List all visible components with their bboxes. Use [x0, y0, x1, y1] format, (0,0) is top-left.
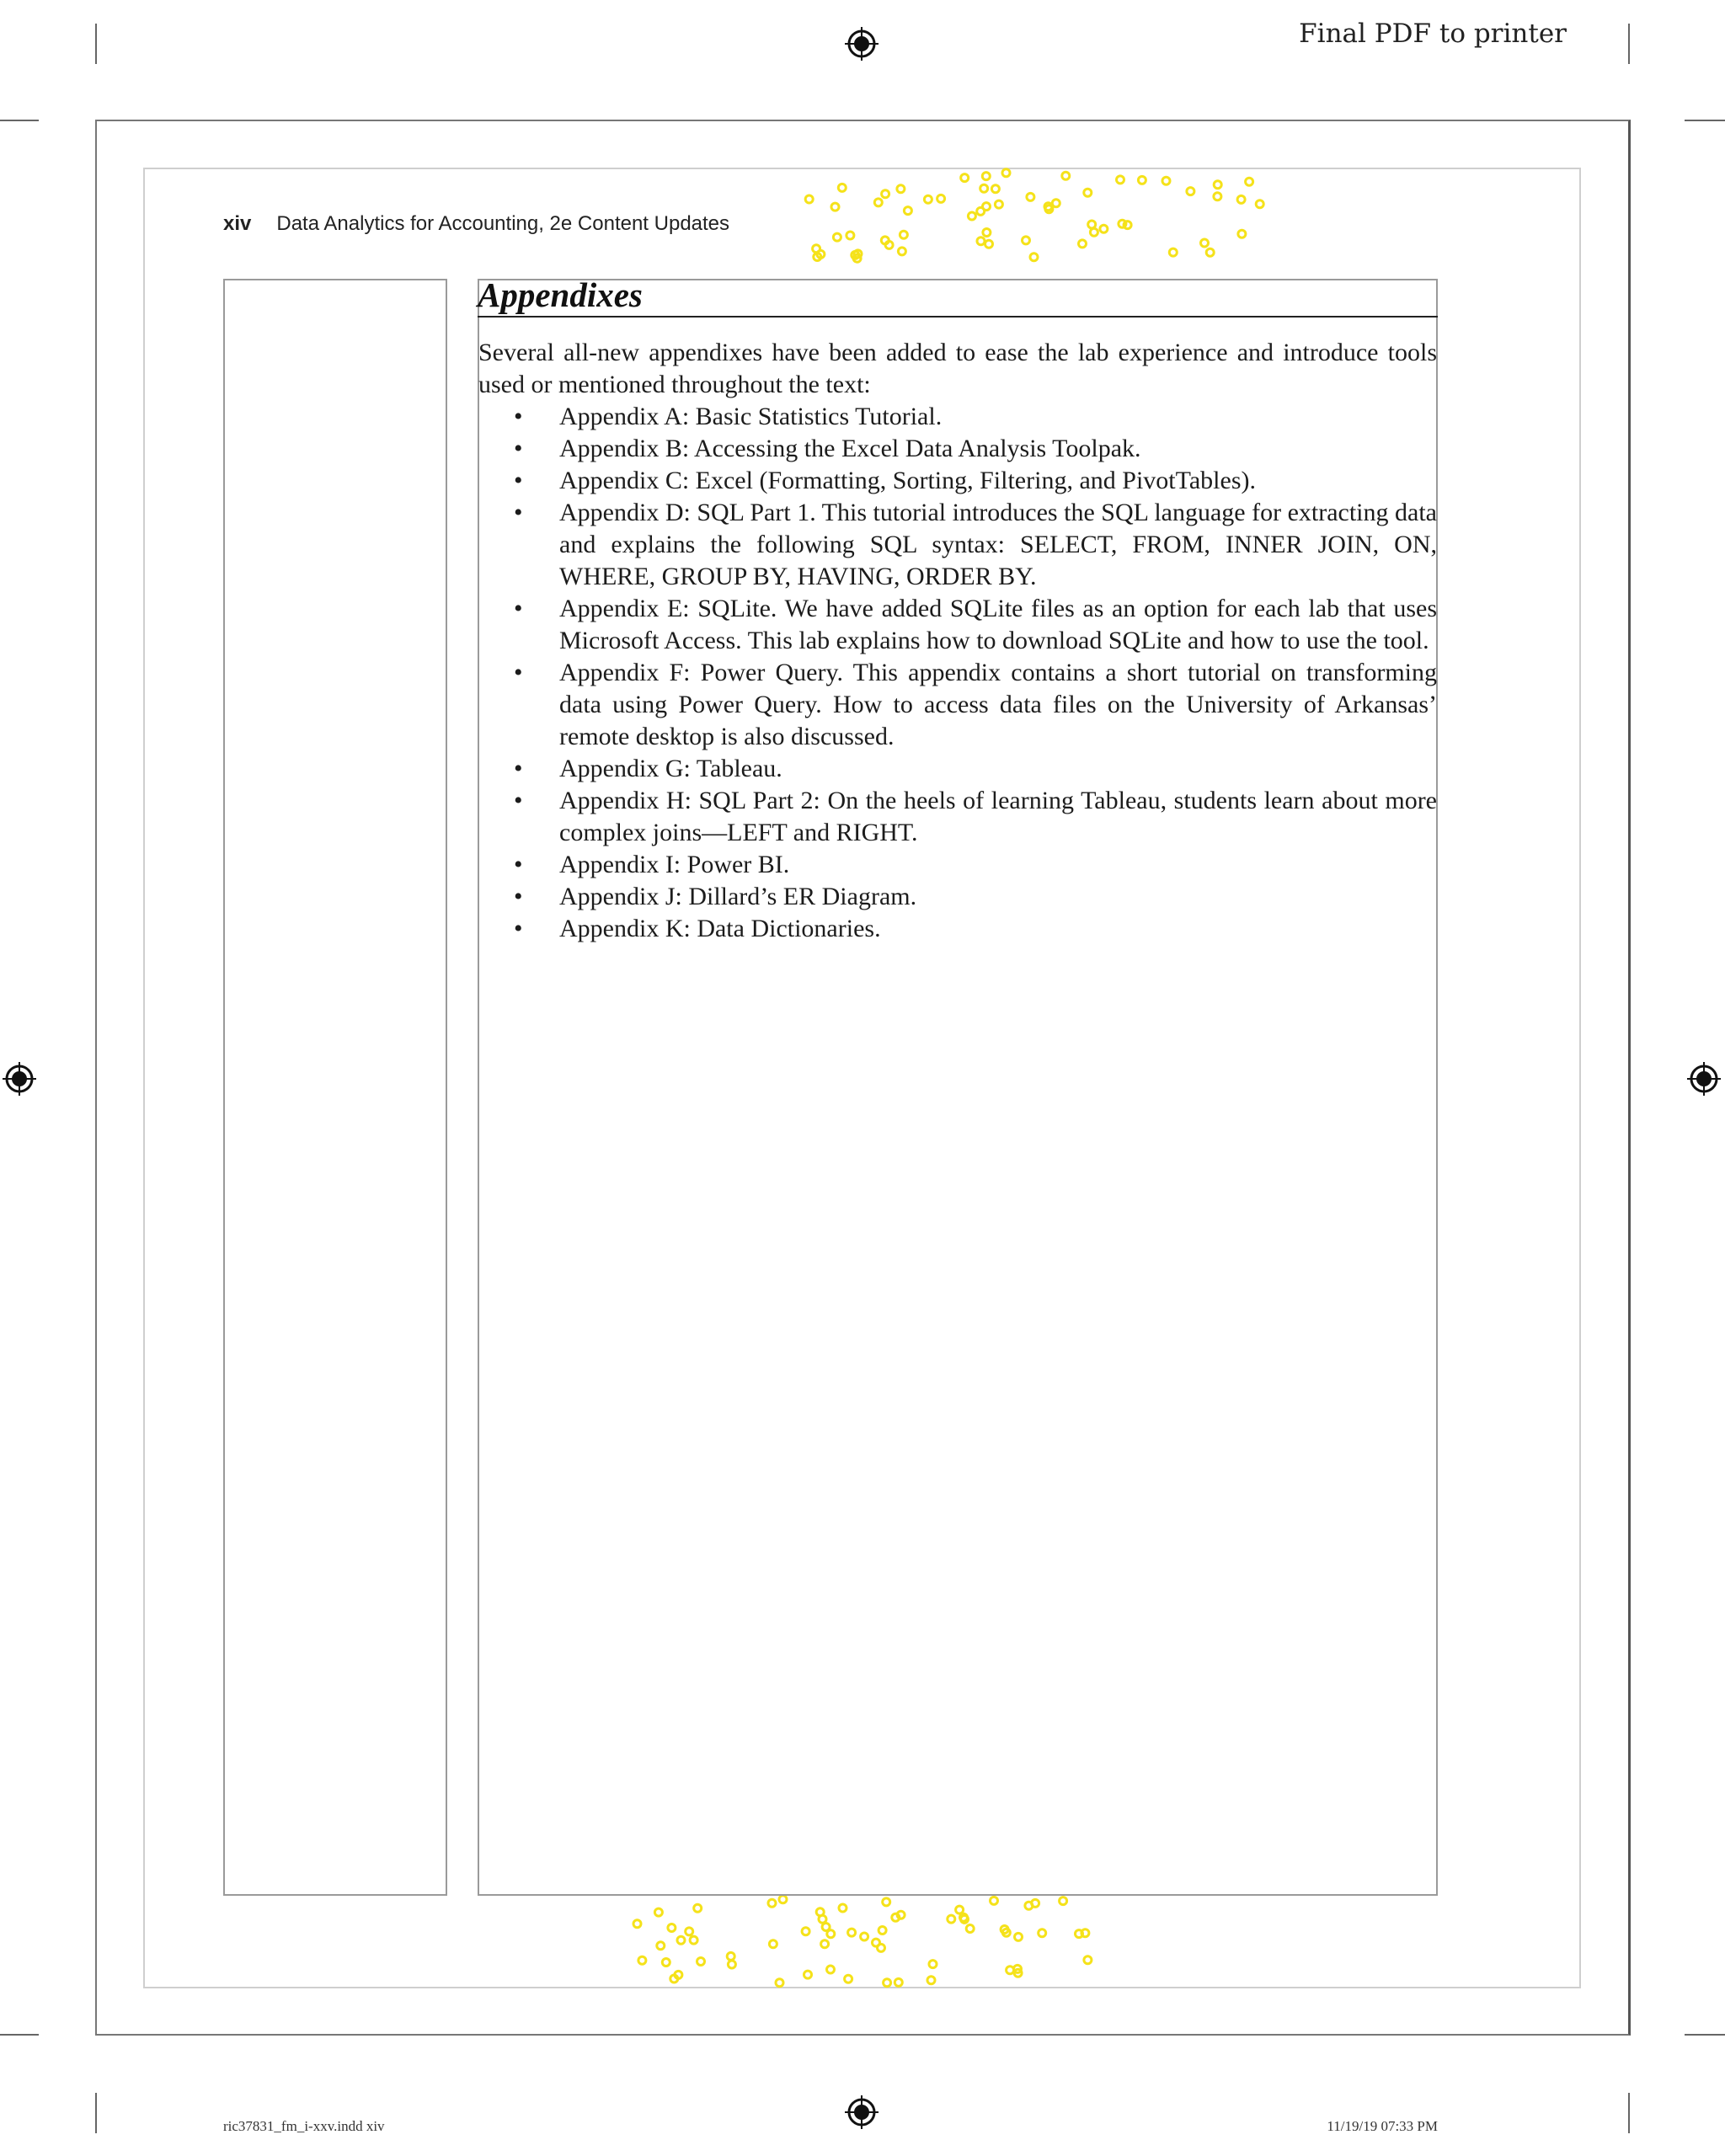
decorative-dot: [633, 1920, 641, 1928]
crop-mark: [1685, 2034, 1725, 2036]
dot-pattern-bottom: [628, 1893, 1099, 1988]
decorative-dot: [883, 1898, 890, 1906]
crop-mark: [1628, 24, 1630, 64]
page-folio: xiv: [223, 212, 252, 235]
decorative-dot: [769, 1940, 777, 1948]
registration-mark-icon: [845, 2095, 879, 2129]
slug-file-name: ric37831_fm_i-xxv.indd xiv: [223, 2118, 385, 2134]
crop-mark: [0, 120, 39, 121]
decorative-dot: [924, 195, 932, 203]
decorative-dot: [675, 1971, 682, 1978]
decorative-dot: [1256, 200, 1263, 208]
decorative-dot: [1032, 1899, 1039, 1907]
decorative-dot: [768, 1899, 776, 1907]
decorative-dot: [846, 232, 854, 239]
decorative-dot: [657, 1942, 665, 1950]
decorative-dot: [881, 237, 889, 244]
bullet-icon: •: [514, 659, 523, 686]
decorative-dot: [802, 1928, 809, 1935]
list-item: • Appendix D: SQL Part 1. This tutorial introduces the SQL language for extracting data and explains the following SQL syntax: SELECT, FROM, INNER JOIN, ON, WHERE, GROUP BY, HAVING, ORDER BY.: [514, 499, 1437, 590]
bullet-icon: •: [514, 883, 523, 910]
decorative-dot: [839, 1904, 846, 1912]
running-head-title: Data Analytics for Accounting, 2e Content Updates: [276, 212, 730, 235]
section-heading: Appendixes: [478, 275, 1438, 318]
decorative-dot: [822, 1924, 830, 1931]
decorative-dot: [654, 1908, 662, 1916]
decorative-dot: [728, 1961, 735, 1968]
list-item: • Appendix F: Power Query. This appendix contains a short tutorial on transforming data using Power Query. How to access data files on the University of Arkansas’ remote desktop is also discussed.: [514, 659, 1437, 750]
decorative-dot: [861, 1933, 868, 1940]
decorative-dot: [985, 240, 993, 248]
decorative-dot: [966, 1925, 974, 1933]
decorative-dot: [804, 1971, 812, 1978]
decorative-dot: [882, 190, 889, 198]
decorative-dot: [845, 1975, 852, 1983]
bullet-icon: •: [514, 435, 523, 462]
decorative-dot: [819, 1915, 826, 1923]
decorative-dot: [779, 1896, 787, 1903]
decorative-dot: [677, 1936, 685, 1944]
decorative-dot: [884, 1979, 891, 1987]
bullet-icon: •: [514, 787, 523, 814]
decorative-dot: [1206, 248, 1214, 256]
decorative-dot: [1138, 176, 1146, 184]
decorative-dot: [1039, 1929, 1046, 1937]
decorative-dot: [898, 248, 905, 255]
decorative-dot: [1238, 230, 1246, 237]
decorative-dot: [897, 185, 905, 193]
decorative-dot: [873, 1939, 880, 1946]
registration-mark-icon: [845, 27, 879, 61]
decorative-dot: [1119, 220, 1126, 227]
decorative-dot: [1052, 200, 1060, 207]
list-item: • Appendix H: SQL Part 2: On the heels of learning Tableau, students learn about more complex joins—LEFT and RIGHT.: [514, 787, 1437, 846]
decorative-dot: [1002, 169, 1010, 177]
decorative-dot: [848, 1929, 856, 1936]
decorative-dot: [694, 1904, 702, 1912]
decorative-dot: [1117, 176, 1124, 184]
decorative-dot: [937, 195, 945, 202]
decorative-dot: [897, 1911, 905, 1919]
body-text: [478, 337, 1437, 945]
decorative-dot: [960, 1913, 968, 1921]
decorative-dot: [1162, 177, 1170, 184]
registration-mark-icon: [3, 1062, 36, 1096]
bullet-icon: •: [514, 467, 523, 494]
decorative-dot: [991, 1897, 998, 1904]
decorative-dot: [904, 207, 911, 215]
decorative-dot: [1100, 225, 1108, 232]
decorative-dot: [831, 203, 839, 211]
crop-mark: [95, 2093, 97, 2133]
decorative-dot: [1015, 1933, 1023, 1940]
bullet-icon: •: [514, 403, 523, 430]
decorative-dot: [827, 1966, 835, 1973]
list-item: • Appendix B: Accessing the Excel Data Analysis Toolpak.: [478, 433, 1437, 465]
sidebar-frame: [223, 279, 447, 1896]
decorative-dot: [961, 174, 969, 182]
list-item: • Appendix K: Data Dictionaries.: [478, 913, 1437, 945]
decorative-dot: [690, 1936, 697, 1944]
decorative-dot: [805, 195, 813, 203]
decorative-dot: [821, 1940, 829, 1948]
crop-mark: [1685, 120, 1725, 121]
decorative-dot: [838, 184, 846, 191]
registration-mark-icon: [1687, 1062, 1721, 1096]
decorative-dot: [900, 231, 907, 238]
decorative-dot: [927, 1977, 935, 1984]
bullet-icon: •: [514, 915, 523, 942]
decorative-dot: [1084, 1956, 1092, 1964]
decorative-dot: [879, 1927, 886, 1935]
decorative-dot: [1187, 188, 1194, 195]
decorative-dot: [983, 203, 991, 211]
decorative-dot: [833, 233, 841, 241]
crop-mark: [95, 24, 97, 64]
decorative-dot: [1081, 1929, 1089, 1937]
dot-pattern-top: [796, 168, 1268, 264]
decorative-dot: [980, 184, 988, 192]
list-item: • Appendix G: Tableau.: [478, 753, 1437, 785]
decorative-dot: [776, 1979, 783, 1987]
list-item: • Appendix I: Power BI.: [478, 849, 1437, 881]
decorative-dot: [929, 1961, 937, 1968]
decorative-dot: [1007, 1967, 1014, 1974]
decorative-dot: [1084, 189, 1092, 196]
bullet-icon: •: [514, 499, 523, 526]
decorative-dot: [948, 1915, 955, 1923]
list-item: • Appendix A: Basic Statistics Tutorial.: [478, 401, 1437, 433]
list-item: • Appendix C: Excel (Formatting, Sorting, Filtering, and PivotTables).: [478, 465, 1437, 497]
decorative-dot: [1237, 195, 1245, 203]
decorative-dot: [991, 185, 999, 193]
crop-mark: [1628, 2093, 1630, 2133]
decorative-dot: [668, 1924, 676, 1932]
decorative-dot: [686, 1928, 693, 1935]
bullet-icon: •: [514, 851, 523, 878]
decorative-dot: [1030, 253, 1038, 261]
decorative-dot: [1169, 248, 1177, 256]
decorative-dot: [1062, 172, 1070, 179]
decorative-dot: [956, 1906, 964, 1913]
decorative-dot: [1214, 181, 1221, 189]
decorative-dot: [662, 1959, 670, 1967]
decorative-dot: [727, 1952, 734, 1960]
decorative-dot: [1023, 237, 1030, 244]
decorative-dot: [1079, 240, 1087, 248]
decorative-dot: [1214, 193, 1221, 200]
decorative-dot: [1027, 193, 1034, 200]
bullet-icon: •: [514, 755, 523, 782]
decorative-dot: [895, 1978, 902, 1986]
decorative-dot: [983, 229, 991, 237]
list-item: • Appendix E: SQLite. We have added SQLite files as an option for each lab that uses Microsoft Access. This lab explains how to download SQLite and how to use the tool.: [514, 595, 1437, 654]
decorative-dot: [1201, 239, 1209, 247]
intro-paragraph: Several all-new appendixes have been added to ease the lab experience and introduce tools used or mentioned throughout the text:: [478, 339, 1437, 398]
running-head: [223, 212, 729, 236]
decorative-dot: [968, 212, 975, 220]
decorative-dot: [1060, 1897, 1067, 1905]
decorative-dot: [1088, 221, 1096, 228]
decorative-dot: [874, 199, 882, 206]
decorative-dot: [638, 1956, 646, 1964]
decorative-dot: [1246, 178, 1253, 185]
bullet-icon: •: [514, 595, 523, 622]
decorative-dot: [697, 1958, 705, 1966]
decorative-dot: [982, 173, 990, 180]
list-item: • Appendix J: Dillard’s ER Diagram.: [478, 881, 1437, 913]
appendix-list: [478, 401, 1437, 945]
decorative-dot: [977, 237, 985, 245]
decorative-dot: [1090, 228, 1097, 236]
slug-timestamp: 11/19/19 07:33 PM: [1327, 2118, 1438, 2134]
crop-mark: [0, 2034, 39, 2036]
decorative-dot: [995, 200, 1002, 208]
printer-slug-label: Final PDF to printer: [1299, 19, 1567, 49]
